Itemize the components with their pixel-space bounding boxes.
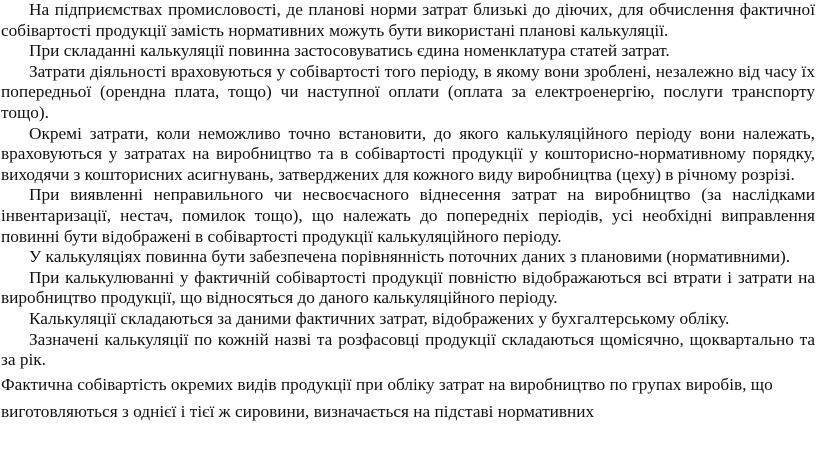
paragraph-actual-data: Калькуляції складаються за даними фактичних затрат, відображених у бухгалтерському обліку. (29, 308, 730, 328)
paragraph-period-costs: Затрати діяльності враховуються у собівартості того періоду, в якому вони зроблені, незалежно від часу їх попередньої (орендна плата, тощо) чи наступної оплати (оплата за електроенергію, послуги транспорту тощо). (1, 61, 815, 122)
paragraph-comparability: У калькуляціях повинна бути забезпечена порівнянність поточних даних з плановими (нормативними). (29, 247, 791, 267)
paragraph-losses: При калькулюванні у фактичній собівартості продукції повністю відображаються всі втрати і затрати на виробництво продукції, що відносяться до даного калькуляційного періоду. (1, 267, 815, 308)
paragraph-cost-items-nomenclature: При складанні калькуляції повинна застосовуватись єдина номенклатура статей затрат. (29, 41, 670, 61)
paragraph-estimate-costs: Окремі затрати, коли неможливо точно встановити, до якого калькуляційного періоду вони належать, враховуються у затратах на виробництво та в собівартості продукції у кошторисно-нормативному порядку, виходячи з кошторисних асигнувань, затверджених для кожного виду виробництва (цеху) в річному розрізі. (1, 123, 815, 184)
paragraph-frequency: Зазначені калькуляції по кожній назві та розфасовці продукції складаються щомісячно, щоквартально та за рік. (1, 329, 815, 370)
paragraph-group-costing: Фактична собівартість окремих видів продукції при обліку затрат на виробництво по групах виробів, що виготовляються з однієї і тієї ж сировини, визначається на підставі нормативних (1, 374, 773, 421)
paragraph-corrections: При виявленні неправильного чи несвоєчасного віднесення затрат на виробництво (за наслідками інвентаризації, нестач, помилок тощо), що належать до попередніх періодів, усі необхідні виправлення повинні бути відображені в собівартості продукції калькуляційного періоду. (1, 185, 815, 246)
paragraph-planned-calculations: На підприємствах промисловості, де планові норми затрат близькі до діючих, для обчислення фактичної собівартості продукції замість нормативних можуть бути використані планові калькуляції. (1, 0, 815, 40)
